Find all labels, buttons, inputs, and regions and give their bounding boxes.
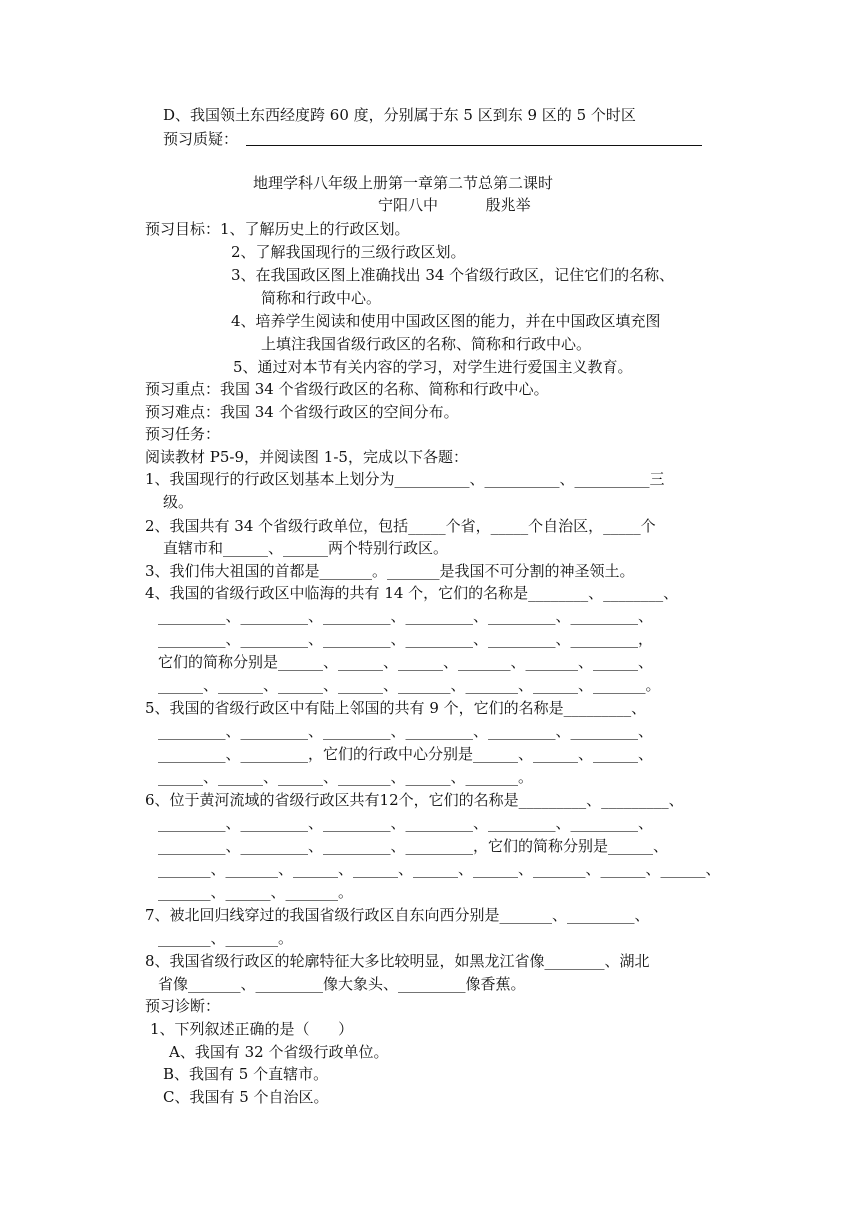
key-points: 预习重点：我国 34 个省级行政区的名称、简称和行政中心。 bbox=[145, 380, 549, 398]
question-5-line-3: _________、_________，它们的行政中心分别是______、______、______、 bbox=[158, 745, 654, 763]
reading-instruction: 阅读教材 P5-9，并阅读图 1-5，完成以下各题： bbox=[145, 448, 468, 466]
question-8: 8、我国省级行政区的轮廓特征大多比较明显，如黑龙江省像________、湖北 bbox=[145, 952, 650, 970]
question-4: 4、我国的省级行政区中临海的共有 14 个，它们的名称是________、________、 bbox=[145, 584, 679, 602]
goal-3: 3、在我国政区图上准确找出 34 个省级行政区，记住它们的名称、 bbox=[231, 266, 675, 284]
question-2: 2、我国共有 34 个省级行政单位，包括_____个省，_____个自治区，_____个 bbox=[145, 517, 656, 535]
goal-4-cont: 上填注我国省级行政区的名称、简称和行政中心。 bbox=[261, 335, 592, 353]
question-7-cont: _______、_______。 bbox=[158, 929, 294, 947]
question-4-line-5: ______、______、______、______、_______、_______、______、_______。 bbox=[158, 676, 661, 694]
question-6-line-2: _________、_________、_________、_________、_________、_________、 bbox=[158, 814, 654, 832]
query-answer-line bbox=[246, 145, 702, 146]
question-1-cont: 级。 bbox=[163, 493, 194, 511]
option-a: A、我国有 32 个省级行政单位。 bbox=[169, 1043, 389, 1061]
goal-5: 5、通过对本节有关内容的学习，对学生进行爱国主义教育。 bbox=[233, 358, 633, 376]
goal-4: 4、培养学生阅读和使用中国政区图的能力，并在中国政区填充图 bbox=[231, 312, 661, 330]
option-b: B、我国有 5 个直辖市。 bbox=[163, 1065, 329, 1083]
question-5-line-4: ______、______、______、_______、______、_______。 bbox=[158, 768, 534, 786]
question-6-line-5: _______、______、_______。 bbox=[158, 883, 354, 901]
question-8-cont: 省像_______、_________像大象头、_________像香蕉。 bbox=[158, 975, 526, 993]
question-5: 5、我国的省级行政区中有陆上邻国的共有 9 个，它们的名称是_________、 bbox=[145, 699, 647, 717]
question-4-line-4: 它们的简称分别是______、______、______、_______、_______、______、 bbox=[158, 653, 654, 671]
question-6: 6、位于黄河流域的省级行政区共有12个，它们的名称是_________、_________、 bbox=[145, 791, 684, 809]
option-d: D、我国领土东西经度跨 60 度，分别属于东 5 区到东 9 区的 5 个时区 bbox=[163, 106, 636, 124]
question-5-line-2: _________、_________、_________、_________、_________、_________、 bbox=[158, 722, 654, 740]
question-7: 7、被北回归线穿过的我国省级行政区自东向西分别是_______、_________、 bbox=[145, 906, 650, 924]
difficult-points: 预习难点：我国 34 个省级行政区的空间分布。 bbox=[145, 403, 459, 421]
question-6-line-4: _______、_______、______、______、______、______、_______、______、______、 bbox=[158, 860, 721, 878]
task-label: 预习任务： bbox=[145, 425, 221, 443]
question-2-cont: 直辖市和______、______两个特别行政区。 bbox=[163, 539, 449, 557]
question-6-line-3: _________、_________、_________、_________，它们的简称分别是______、 bbox=[158, 837, 669, 855]
diagnosis-label: 预习诊断： bbox=[145, 997, 221, 1015]
diagnosis-question-1: 1、下列叙述正确的是（ ） bbox=[150, 1020, 354, 1038]
option-c: C、我国有 5 个自治区。 bbox=[163, 1088, 329, 1106]
question-4-line-3: _________、_________、_________、_________、_________、_________， bbox=[158, 630, 654, 648]
question-3: 3、我们伟大祖国的首都是_______。_______是我国不可分割的神圣领土。 bbox=[145, 562, 635, 580]
goal-1: 预习目标：1、了解历史上的行政区划。 bbox=[145, 220, 410, 238]
worksheet-title: 地理学科八年级上册第一章第二节总第二课时 bbox=[253, 174, 554, 192]
query-label: 预习质疑： bbox=[163, 130, 239, 148]
question-1: 1、我国现行的行政区划基本上划分为__________、__________、__________三 bbox=[145, 470, 665, 488]
goal-2: 2、了解我国现行的三级行政区划。 bbox=[231, 243, 466, 261]
goal-3-cont: 简称和行政中心。 bbox=[261, 289, 382, 307]
author-line: 宁阳八中 殷兆举 bbox=[378, 196, 531, 214]
question-4-line-2: _________、_________、_________、_________、_________、_________、 bbox=[158, 607, 654, 625]
